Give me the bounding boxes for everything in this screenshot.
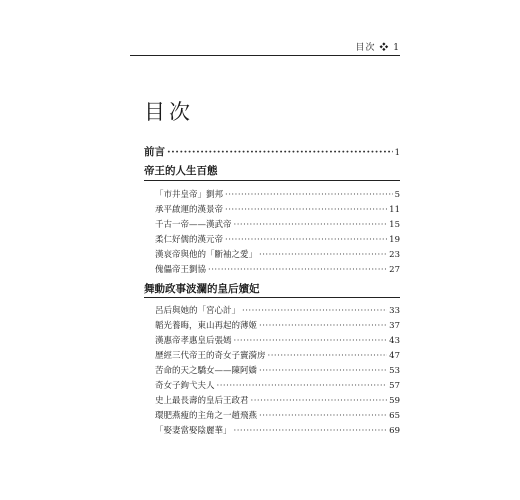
toc-entry-label: 前言 — [144, 146, 165, 158]
toc-entry-page: 27 — [389, 265, 400, 275]
toc-entry-label: 歷經三代帝王的奇女子竇漪房 — [155, 351, 266, 361]
toc-entry-page: 15 — [389, 220, 400, 230]
toc-entry-label: 史上最長壽的皇后王政君 — [155, 396, 249, 406]
dot-leader — [259, 366, 387, 376]
toc-entry[interactable] — [155, 424, 400, 436]
toc-entry[interactable] — [155, 349, 400, 361]
toc-entry[interactable] — [155, 319, 400, 331]
dot-leader — [167, 146, 393, 158]
toc-entry-page: 47 — [389, 351, 400, 361]
toc-entry-label: 柔仁好儒的漢元帝 — [155, 235, 224, 245]
toc-entry-preface[interactable] — [144, 144, 400, 159]
chapter-rule — [144, 180, 400, 181]
chapter-rule — [144, 297, 400, 298]
toc-entry-label: 「娶妻當娶陰麗華」 — [155, 426, 232, 436]
toc-entry[interactable] — [155, 364, 400, 376]
running-header-text: 目次 ❖ 1 — [355, 43, 400, 53]
dot-leader — [225, 190, 393, 200]
toc-entry-page: 65 — [389, 411, 400, 421]
toc-entry-label: 漢哀帝與他的「斷袖之愛」 — [155, 250, 258, 260]
toc-entry-label: 奇女子鉤弋夫人 — [155, 381, 215, 391]
toc-entry[interactable] — [155, 218, 400, 230]
toc-entry[interactable] — [155, 334, 400, 346]
page-title: 目次 — [144, 100, 194, 124]
toc-entry[interactable] — [155, 203, 400, 215]
toc-entry[interactable] — [155, 263, 400, 275]
dot-leader — [234, 426, 388, 436]
dot-leader — [234, 220, 388, 230]
toc-entry[interactable] — [155, 248, 400, 260]
toc-entry-page: 69 — [389, 426, 400, 436]
dot-leader — [259, 250, 387, 260]
toc-entry-page: 19 — [389, 235, 400, 245]
toc-entry-label: 環肥燕瘦的主角之一趙飛燕 — [155, 411, 258, 421]
toc-entry-page: 1 — [394, 148, 400, 158]
dot-leader — [259, 321, 387, 331]
toc-entry-page: 37 — [389, 321, 400, 331]
toc-entry-page: 23 — [389, 250, 400, 260]
toc-entry-label: 漢惠帝孝惠皇后張嫣 — [155, 336, 232, 346]
header-rule — [130, 55, 400, 56]
toc-entry-label: 呂后與她的「宮心計」 — [155, 306, 241, 316]
dot-leader — [208, 265, 387, 275]
dot-leader — [242, 306, 387, 316]
toc-entry-page: 5 — [394, 190, 400, 200]
dot-leader — [259, 411, 387, 421]
toc-entry-label: 韜光養晦，東山再起的薄姬 — [155, 321, 258, 331]
chapter-heading: 舞動政事波瀾的皇后嬪妃 — [144, 283, 260, 295]
toc-entry-page: 33 — [389, 306, 400, 316]
toc-entry[interactable] — [155, 233, 400, 245]
toc-entry-label: 傀儡帝王劉協 — [155, 265, 207, 275]
toc-entry-label: 苦命的天之驕女——陳阿嬌 — [155, 366, 258, 376]
chapter-heading: 帝王的人生百態 — [144, 165, 218, 177]
dot-leader — [268, 351, 388, 361]
dot-leader — [251, 396, 388, 406]
toc-entry-page: 11 — [389, 205, 400, 215]
toc-entry-page: 53 — [389, 366, 400, 376]
toc-entry[interactable] — [155, 409, 400, 421]
toc-entry[interactable] — [155, 394, 400, 406]
toc-entry-page: 43 — [389, 336, 400, 346]
dot-leader — [225, 205, 387, 215]
toc-entry-label: 千古一帝——漢武帝 — [155, 220, 232, 230]
toc-entry-page: 59 — [389, 396, 400, 406]
dot-leader — [234, 336, 388, 346]
toc-entry-page: 57 — [389, 381, 400, 391]
dot-leader — [225, 235, 387, 245]
toc-entry[interactable] — [155, 188, 400, 200]
toc-entry[interactable] — [155, 304, 400, 316]
toc-entry[interactable] — [155, 379, 400, 391]
dot-leader — [217, 381, 388, 391]
toc-entry-label: 承平啟運的漢景帝 — [155, 205, 224, 215]
toc-entry-label: 「市井皇帝」劉邦 — [155, 190, 224, 200]
running-header — [130, 40, 400, 56]
